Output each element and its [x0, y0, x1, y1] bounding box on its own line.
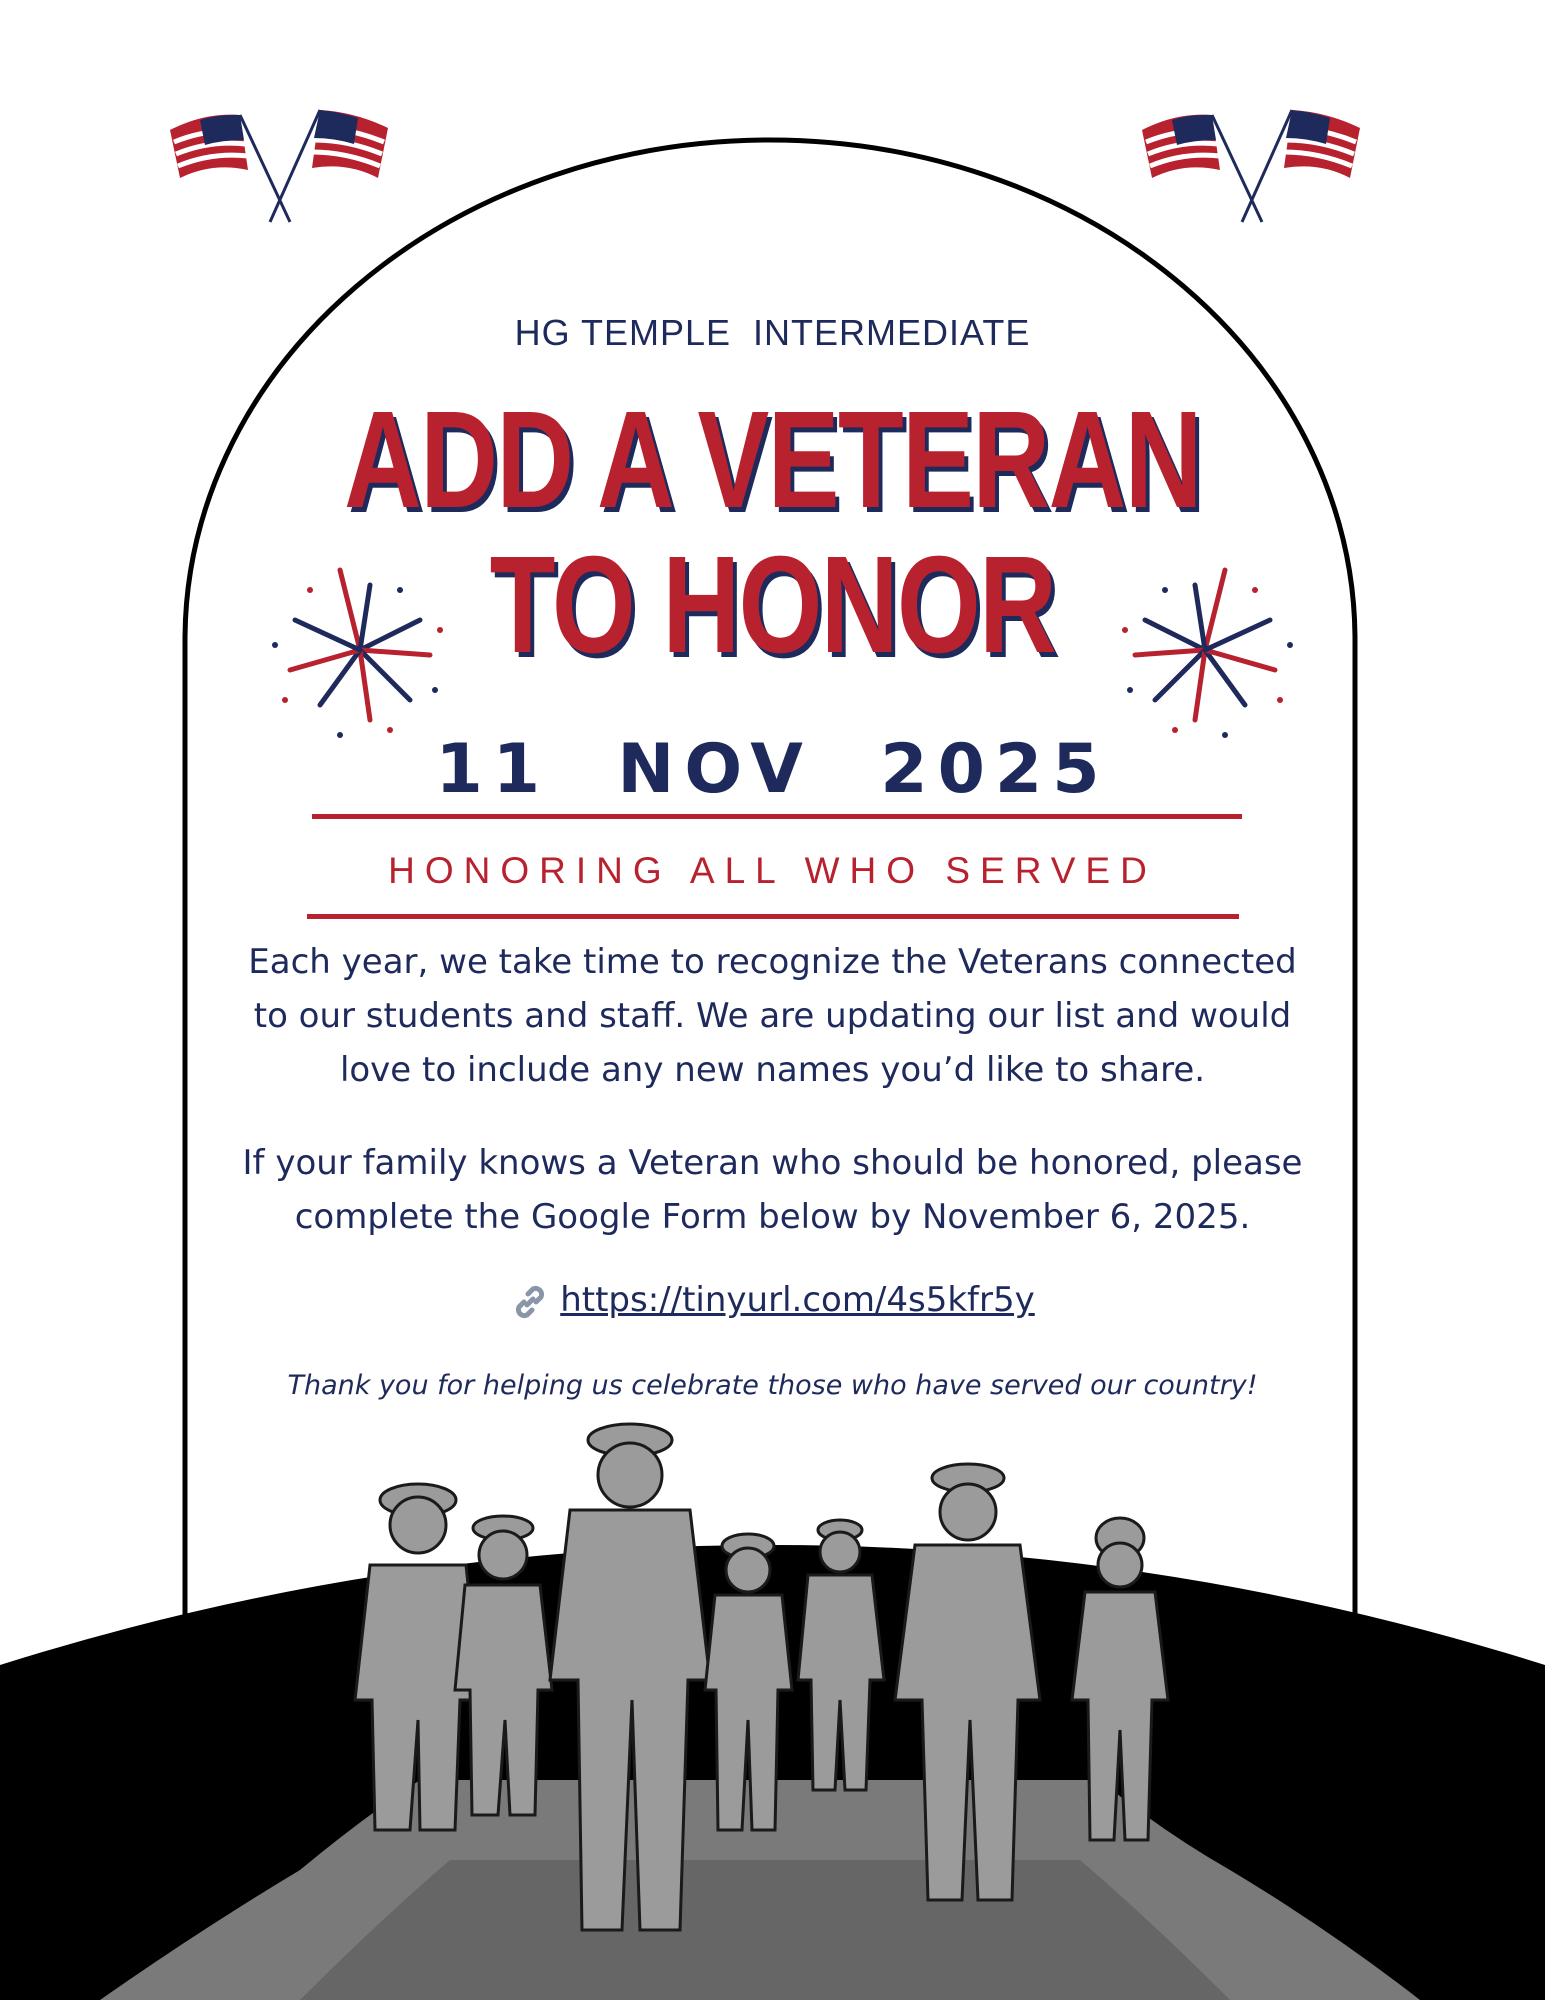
intro-paragraph: Each year, we take time to recognize the Veterans connected to our students and staff. We are updating our list and would love to include any new names you’d like to share.	[248, 942, 1297, 1090]
thank-you-note: Thank you for helping us celebrate those who have served our country!	[287, 1370, 1258, 1401]
headline-line-1: ADD A VETERAN	[344, 383, 1201, 537]
event-date: 11 NOV 2025	[435, 730, 1110, 809]
headline-line-2: TO HONOR	[489, 528, 1056, 682]
tagline: HONORING ALL WHO SERVED	[388, 850, 1157, 891]
form-link[interactable]: https://tinyurl.com/4s5kfr5y	[560, 1280, 1035, 1320]
school-name: HG TEMPLE INTERMEDIATE	[514, 312, 1031, 353]
instruction-paragraph: If your family knows a Veteran who should be honored, please complete the Google Form below by November 6, 2025.	[242, 1143, 1303, 1237]
